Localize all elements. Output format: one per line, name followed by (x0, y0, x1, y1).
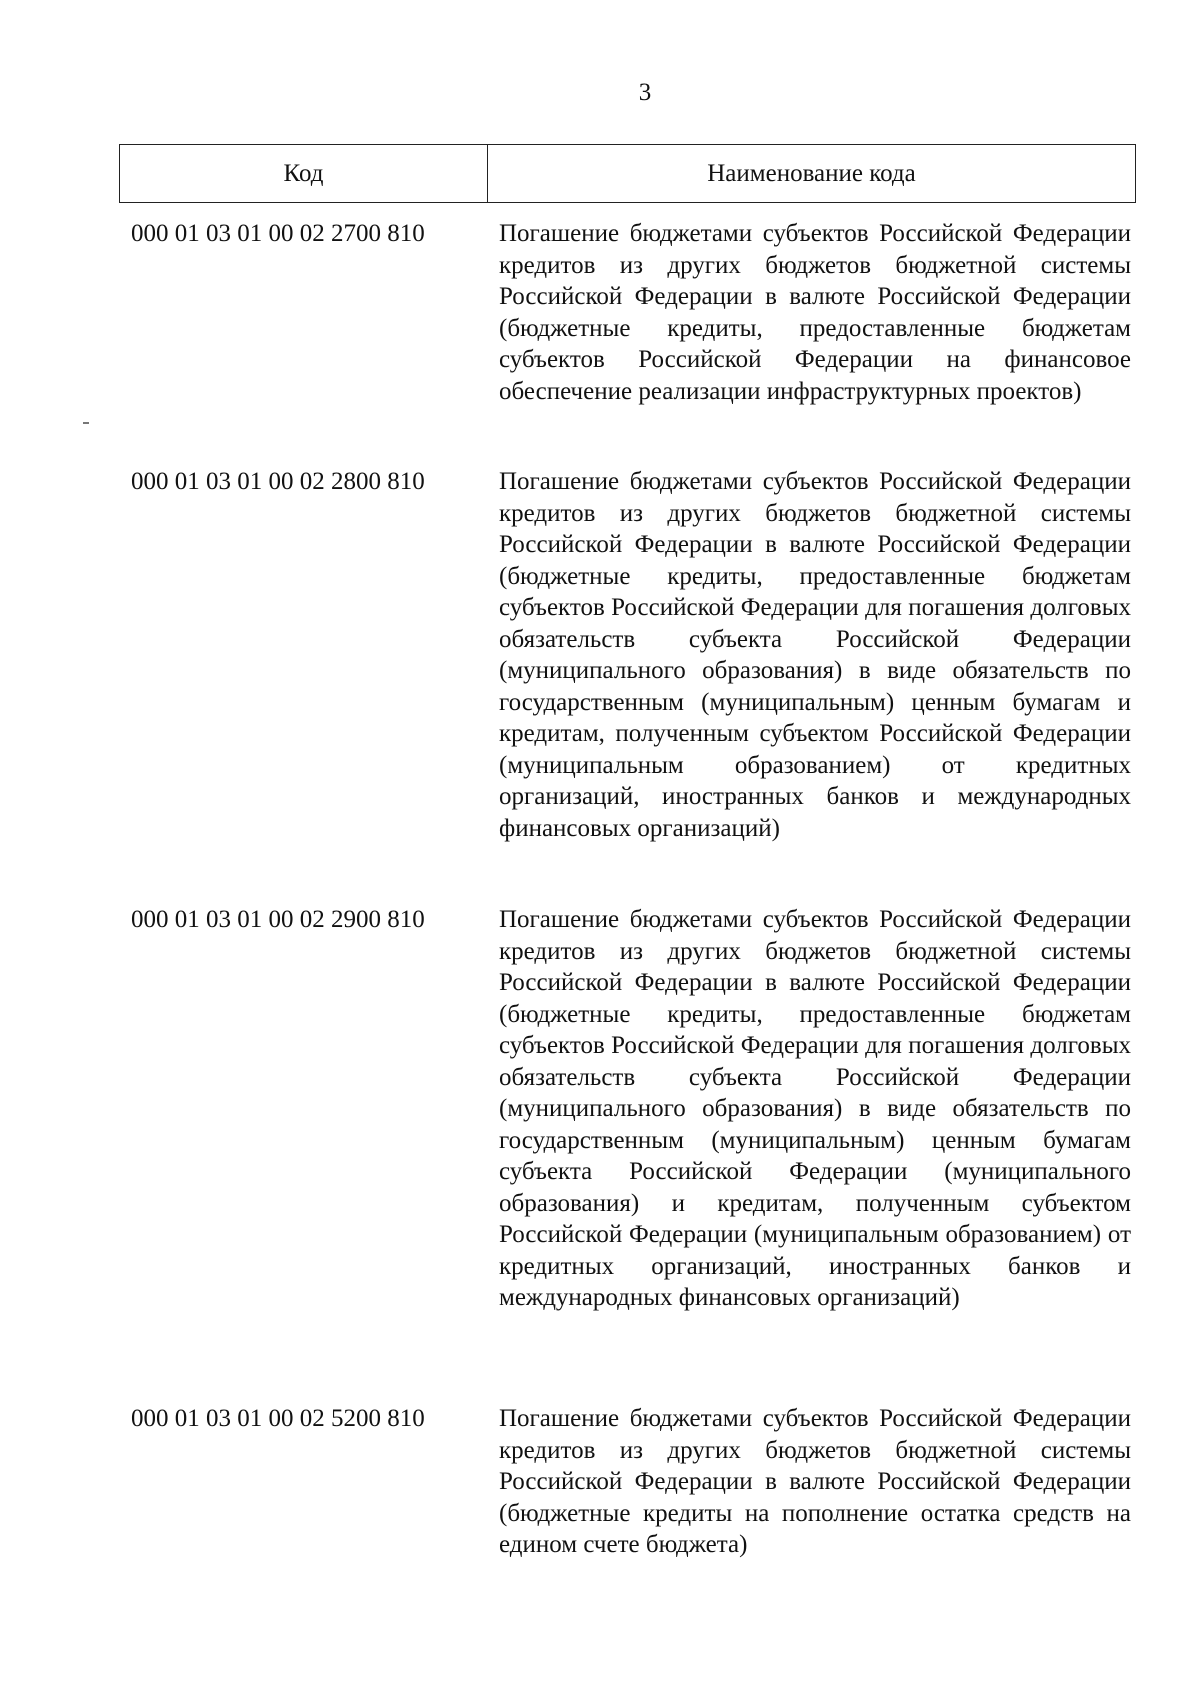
header-code: Код (120, 145, 488, 202)
row-code: 000 01 03 01 00 02 2700 810 (131, 220, 425, 247)
table-row (119, 218, 1136, 405)
row-name: Погашение бюджетами субъектов Российской Федерации кредитов из других бюджетов бюджетной системы Российской Федерации в валюте Российской Федерации (бюджетные кредиты, предоставленные бюджетам субъектов Российской Федерации для погашения долговых обязательств субъекта Российской Федерации (муниципального образования) в виде обязательств по государственным (муниципальным) ценным бумагам и кредитам, полученным субъектом Российской Федерации (муниципальным образованием) от кредитных организаций, иностранных банков и международных финансовых организаций) (499, 468, 1131, 842)
row-name: Погашение бюджетами субъектов Российской Федерации кредитов из других бюджетов бюджетной системы Российской Федерации в валюте Российской Федерации (бюджетные кредиты на пополнение остатка средств на едином счете бюджета) (499, 1405, 1131, 1558)
header-name: Наименование кода (707, 159, 916, 187)
margin-mark (83, 422, 89, 424)
table-row (119, 1403, 1136, 1558)
table-row (119, 466, 1136, 842)
row-code: 000 01 03 01 00 02 5200 810 (131, 1405, 425, 1432)
row-code: 000 01 03 01 00 02 2900 810 (131, 906, 425, 933)
table-header (119, 144, 1136, 203)
table-row (119, 904, 1136, 1311)
row-name: Погашение бюджетами субъектов Российской Федерации кредитов из других бюджетов бюджетной системы Российской Федерации в валюте Российской Федерации (бюджетные кредиты, предоставленные бюджетам субъектов Российской Федерации на финансовое обеспечение реализации инфраструктурных проектов) (499, 220, 1131, 405)
row-code: 000 01 03 01 00 02 2800 810 (131, 468, 425, 495)
row-name: Погашение бюджетами субъектов Российской Федерации кредитов из других бюджетов бюджетной системы Российской Федерации в валюте Российской Федерации (бюджетные кредиты, предоставленные бюджетам субъектов Российской Федерации для погашения долговых обязательств субъекта Российской Федерации (муниципального образования) в виде обязательств по государственным (муниципальным) ценным бумагам субъекта Российской Федерации (муниципального образования) и кредитам, полученным субъектом Российской Федерации (муниципальным образованием) от кредитных организаций, иностранных банков и международных финансовых организаций) (499, 906, 1131, 1311)
page-number: 3 (638, 79, 652, 106)
